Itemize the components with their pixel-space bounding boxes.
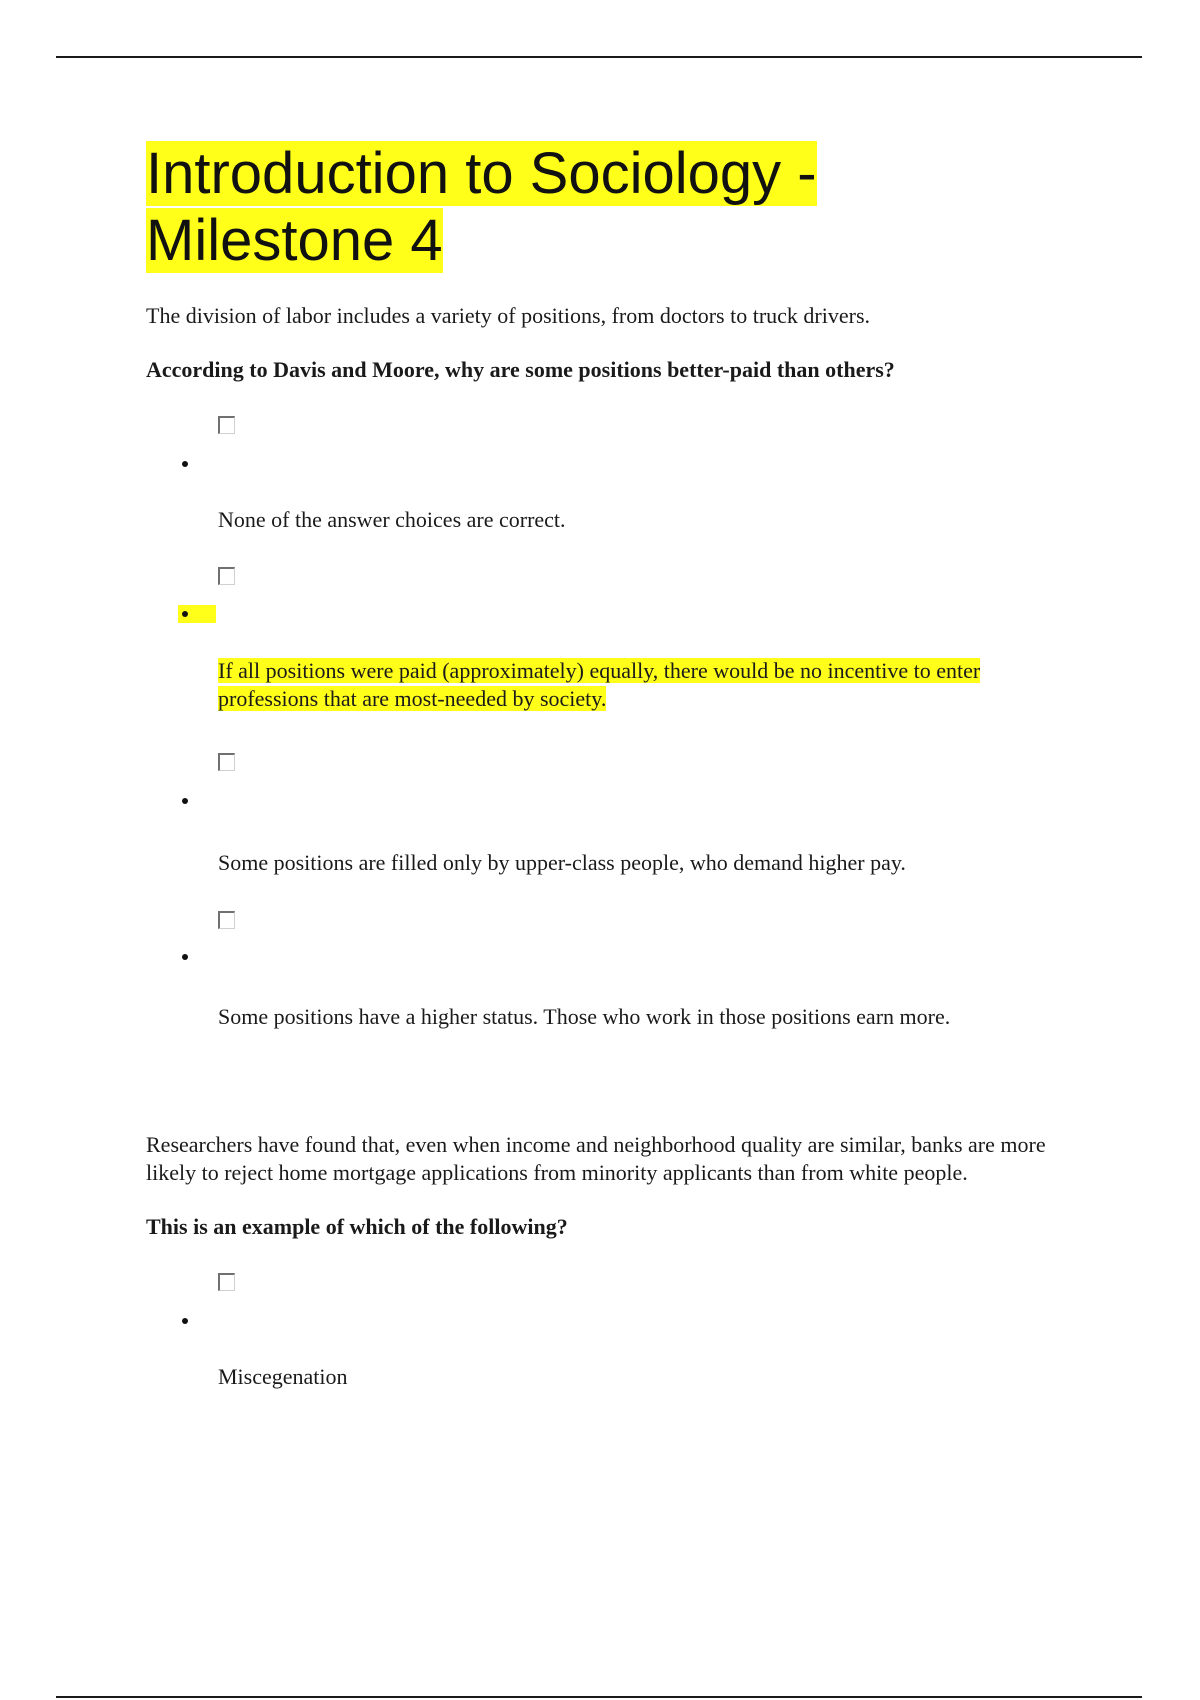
bottom-rule <box>56 1696 1142 1698</box>
question-2-option-1[interactable] <box>218 1273 1076 1391</box>
checkbox-icon[interactable] <box>218 911 235 929</box>
question-2-intro: Researchers have found that, even when income and neighborhood quality are similar, banks are more likely to reject home mortgage applications from minority applicants than from white people. <box>146 1132 1046 1185</box>
bullet-icon <box>182 611 188 617</box>
question-1-option-1[interactable] <box>218 416 1076 534</box>
bullet-icon <box>182 798 188 804</box>
top-rule <box>56 56 1142 58</box>
question-1-prompt: According to Davis and Moore, why are some positions better-paid than others? <box>146 357 895 382</box>
document-body <box>146 140 1076 1391</box>
question-1-option-4[interactable] <box>218 911 1076 1031</box>
option-label: If all positions were paid (approximately) equally, there would be no incentive to enter professions that are most-needed by society. <box>218 658 981 711</box>
bullet-icon <box>182 954 188 960</box>
option-label: Miscegenation <box>218 1364 348 1389</box>
question-1 <box>146 302 1076 1031</box>
bullet-icon <box>182 461 188 467</box>
bullet-icon <box>182 1318 188 1324</box>
question-2-prompt: This is an example of which of the following? <box>146 1214 568 1239</box>
question-1-option-2[interactable] <box>218 567 1076 713</box>
option-label: None of the answer choices are correct. <box>218 507 566 532</box>
checkbox-icon[interactable] <box>218 753 235 771</box>
question-1-intro: The division of labor includes a variety of positions, from doctors to truck drivers. <box>146 303 871 328</box>
question-2 <box>146 1131 1076 1391</box>
page-title: Introduction to Sociology - Milestone 4 <box>146 141 817 273</box>
question-1-option-3[interactable] <box>218 753 1076 877</box>
checkbox-icon[interactable] <box>218 416 235 434</box>
option-label: Some positions are filled only by upper-class people, who demand higher pay. <box>218 850 906 875</box>
bullet-highlight <box>178 605 216 623</box>
option-label: Some positions have a higher status. Those who work in those positions earn more. <box>218 1004 951 1029</box>
checkbox-icon[interactable] <box>218 567 235 585</box>
checkbox-icon[interactable] <box>218 1273 235 1291</box>
